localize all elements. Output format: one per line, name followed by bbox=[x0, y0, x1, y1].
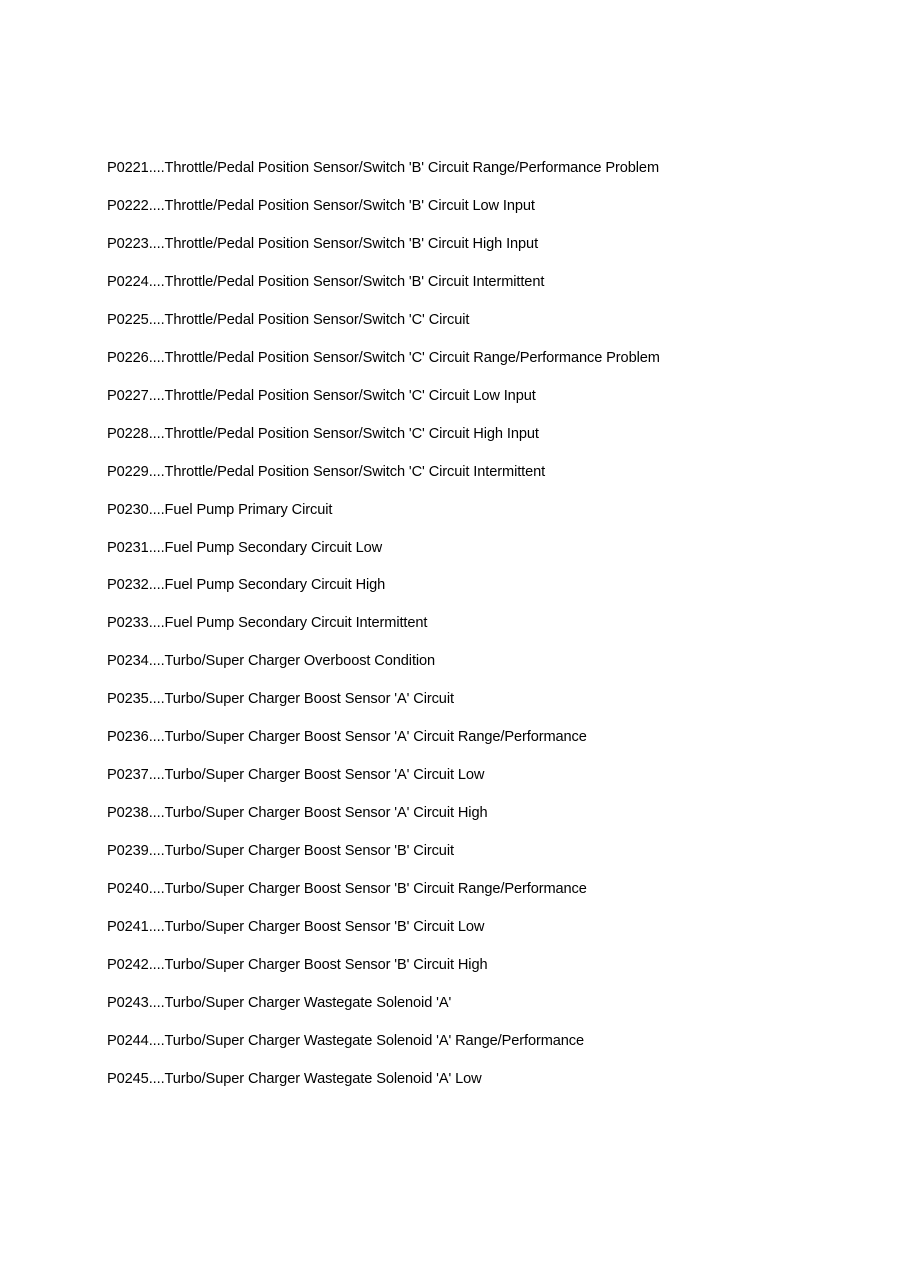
code-entry-p0235: P0235....Turbo/Super Charger Boost Sensor 'A' Circuit bbox=[107, 691, 454, 708]
code-entry-p0230: P0230....Fuel Pump Primary Circuit bbox=[107, 501, 333, 518]
code-entry-p0240: P0240....Turbo/Super Charger Boost Sensor 'B' Circuit Range/Performance bbox=[107, 881, 587, 898]
code-entry-p0228: P0228....Throttle/Pedal Position Sensor/Switch 'C' Circuit High Input bbox=[107, 425, 539, 442]
diagnostic-code-list bbox=[107, 158, 660, 1107]
code-entry-p0229: P0229....Throttle/Pedal Position Sensor/Switch 'C' Circuit Intermittent bbox=[107, 463, 546, 480]
code-entry-p0231: P0231....Fuel Pump Secondary Circuit Low bbox=[107, 539, 383, 556]
code-entry-p0227: P0227....Throttle/Pedal Position Sensor/Switch 'C' Circuit Low Input bbox=[107, 387, 536, 404]
code-entry-p0234: P0234....Turbo/Super Charger Overboost Condition bbox=[107, 653, 436, 670]
code-entry-p0244: P0244....Turbo/Super Charger Wastegate Solenoid 'A' Range/Performance bbox=[107, 1032, 585, 1049]
code-entry-p0232: P0232....Fuel Pump Secondary Circuit High bbox=[107, 577, 386, 594]
code-entry-p0221: P0221....Throttle/Pedal Position Sensor/Switch 'B' Circuit Range/Performance Problem bbox=[107, 160, 659, 176]
code-entry-p0222: P0222....Throttle/Pedal Position Sensor/Switch 'B' Circuit Low Input bbox=[107, 197, 535, 214]
code-entry-p0223: P0223....Throttle/Pedal Position Sensor/Switch 'B' Circuit High Input bbox=[107, 235, 539, 252]
code-entry-p0238: P0238....Turbo/Super Charger Boost Sensor 'A' Circuit High bbox=[107, 805, 488, 822]
code-entry-p0233: P0233....Fuel Pump Secondary Circuit Intermittent bbox=[107, 615, 428, 632]
code-entry-p0245: P0245....Turbo/Super Charger Wastegate Solenoid 'A' Low bbox=[107, 1070, 482, 1087]
code-entry-p0226: P0226....Throttle/Pedal Position Sensor/Switch 'C' Circuit Range/Performance Problem bbox=[107, 349, 660, 366]
code-entry-p0236: P0236....Turbo/Super Charger Boost Sensor 'A' Circuit Range/Performance bbox=[107, 729, 587, 746]
code-entry-p0242: P0242....Turbo/Super Charger Boost Sensor 'B' Circuit High bbox=[107, 957, 488, 974]
code-entry-p0241: P0241....Turbo/Super Charger Boost Sensor 'B' Circuit Low bbox=[107, 919, 485, 936]
code-entry-p0239: P0239....Turbo/Super Charger Boost Sensor 'B' Circuit bbox=[107, 843, 454, 860]
code-entry-p0243: P0243....Turbo/Super Charger Wastegate Solenoid 'A' bbox=[107, 994, 452, 1011]
code-entry-p0224: P0224....Throttle/Pedal Position Sensor/Switch 'B' Circuit Intermittent bbox=[107, 273, 545, 290]
code-entry-p0225: P0225....Throttle/Pedal Position Sensor/Switch 'C' Circuit bbox=[107, 311, 470, 328]
code-entry-p0237: P0237....Turbo/Super Charger Boost Sensor 'A' Circuit Low bbox=[107, 767, 485, 784]
